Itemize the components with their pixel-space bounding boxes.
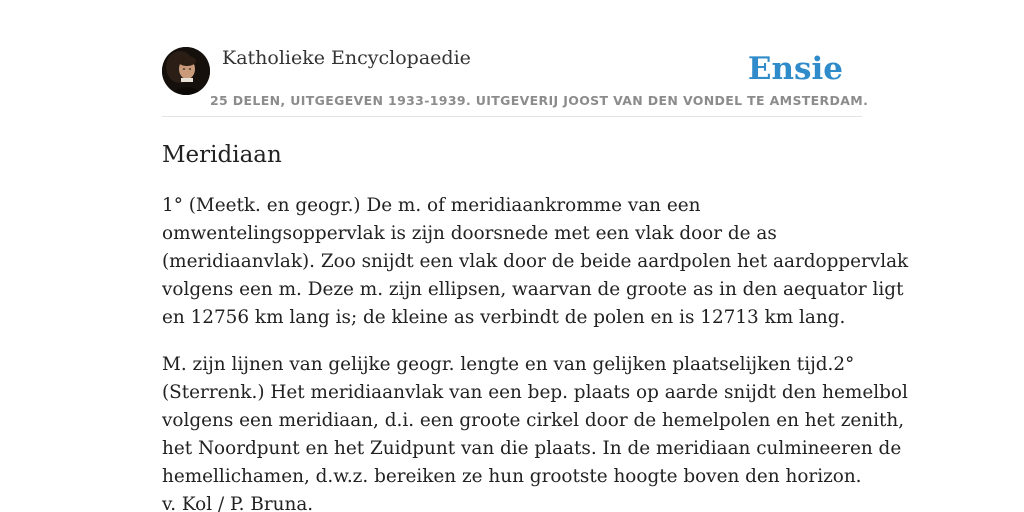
text-line: het Noordpunt en het Zuidpunt van die plaats. In de meridiaan culmineeren de (162, 438, 902, 459)
portrait-icon (162, 47, 210, 95)
entry-paragraph (162, 192, 909, 332)
text-line: volgens een meridiaan, d.i. een groote cirkel door de hemelpolen en het zenith, (162, 410, 905, 431)
entry-body (162, 192, 909, 512)
publication-header (162, 0, 869, 117)
author-credit: v. Kol / P. Bruna. (162, 494, 314, 512)
text-line: omwentelingsoppervlak is zijn doorsnede met een vlak door de as (162, 223, 777, 244)
page-container (162, 0, 909, 512)
text-line: (meridiaanvlak). Zoo snijdt een vlak door de beide aardpolen het aardoppervlak (162, 251, 909, 272)
text-line: en 12756 km lang is; de kleine as verbindt de polen en is 12713 km lang. (162, 307, 846, 328)
publication-subtitle: 25 DELEN, UITGEGEVEN 1933-1939. UITGEVERIJ JOOST VAN DEN VONDEL TE AMSTERDAM. (210, 93, 869, 108)
publication-title[interactable]: Katholieke Encyclopaedie (222, 47, 471, 69)
text-line: (Sterrenk.) Het meridiaanvlak van een bep. plaats op aarde snijdt den hemelbol (162, 382, 908, 403)
text-line: M. zijn lijnen van gelijke geogr. lengte en van gelijken plaatselijken tijd.2° (162, 354, 855, 375)
ensie-logo-link[interactable]: Ensie (747, 51, 843, 87)
entry-title: Meridiaan (162, 142, 282, 168)
text-line: hemellichamen, d.w.z. bereiken ze hun grootste hoogte boven den horizon. (162, 466, 862, 487)
text-line: 1° (Meetk. en geogr.) De m. of meridiaankromme van een (162, 195, 701, 216)
entry-paragraph (162, 351, 908, 512)
author-portrait-avatar[interactable] (162, 47, 210, 95)
text-line: volgens een m. Deze m. zijn ellipsen, waarvan de groote as in den aequator ligt (162, 279, 904, 300)
